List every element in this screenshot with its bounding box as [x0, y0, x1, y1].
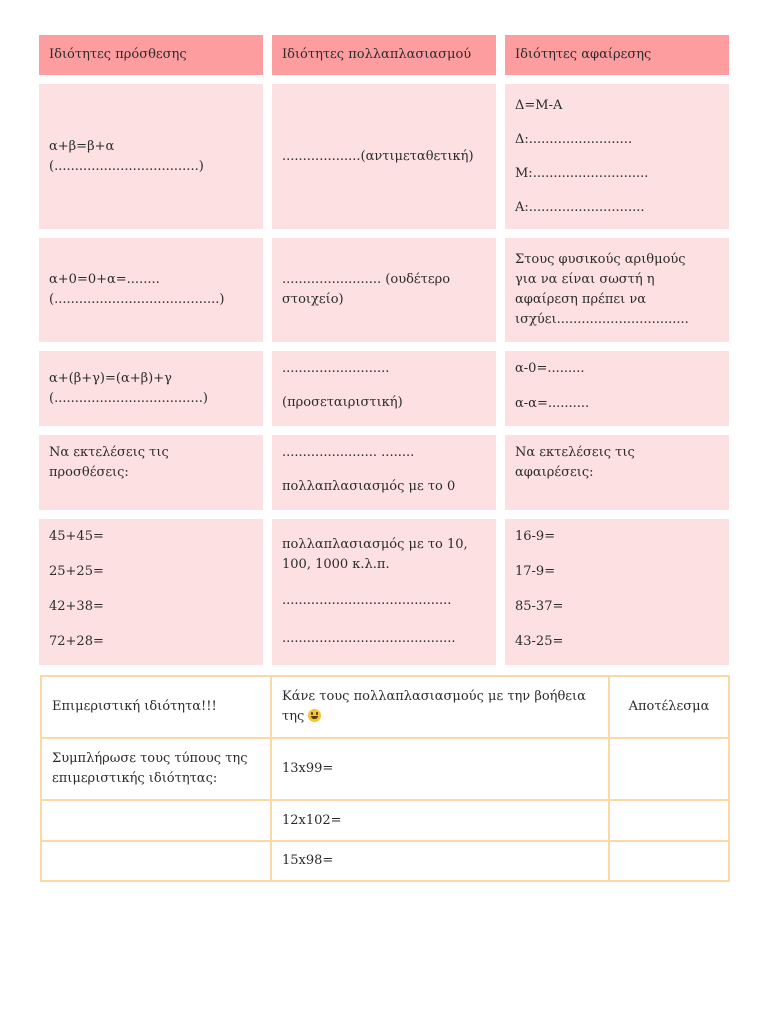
distributive-prompt-cell: Συμπλήρωσε τους τύπους της επιμεριστικής ιδιότητας: — [41, 738, 271, 800]
mul-commutative-cell — [272, 84, 496, 229]
table-header-instructions — [271, 676, 609, 738]
empty-formula-cell[interactable] — [41, 800, 271, 841]
header-addition — [39, 35, 263, 75]
table-header-row — [41, 676, 729, 738]
add-exercise-prompt-line: προσθέσεις: — [49, 465, 129, 480]
header-multiplication — [272, 35, 496, 75]
add-identity-line: (........................................) — [49, 292, 225, 307]
add-associative-cell — [39, 351, 263, 426]
sub-zero-cell — [505, 351, 729, 426]
add-exercise-prompt-line: Να εκτελέσεις τις — [49, 445, 169, 460]
add-associative-line: α+(β+γ)=(α+β)+γ — [49, 370, 172, 386]
sub-rule-line: για να είναι σωστή η — [515, 272, 655, 287]
table-header-instructions-text: Κάνε τους πολλαπλασιασμούς με την βοήθεια της — [282, 689, 586, 724]
empty-formula-cell[interactable] — [41, 841, 271, 881]
add-associative-line: (....................................) — [49, 390, 208, 406]
add-exercise-item: 45+45= — [49, 529, 104, 544]
sub-formula-line: Μ:............................ — [515, 165, 649, 181]
mul-powers-line: πολλαπλασιασμός με το 10, — [282, 537, 468, 552]
add-exercise-item: 72+28= — [49, 634, 104, 649]
mul-powers-of-ten-cell — [272, 519, 496, 665]
sub-exercise-prompt-cell — [505, 435, 729, 510]
table-header-result: Αποτέλεσμα — [609, 676, 729, 738]
sub-exercise-item: 43-25= — [515, 634, 564, 649]
mul-identity-line: ........................ (ουδέτερο — [282, 272, 451, 287]
sub-formula-line: Δ=Μ-Α — [515, 97, 563, 113]
mul-identity-line: στοιχείο) — [282, 292, 344, 307]
sub-exercise-item: 16-9= — [515, 529, 556, 544]
table-row — [41, 738, 729, 800]
sub-exercise-prompt-line: Να εκτελέσεις τις — [515, 445, 635, 460]
distributive-table — [40, 675, 730, 882]
add-exercises-cell — [39, 519, 263, 665]
table-row — [41, 841, 729, 881]
sub-exercise-item: 17-9= — [515, 564, 556, 579]
mul-associative-line: (προσεταιριστική) — [282, 395, 403, 410]
mul-powers-line: ......................................... — [282, 593, 452, 608]
sub-exercise-prompt-line: αφαιρέσεις: — [515, 465, 594, 480]
add-exercise-prompt-cell — [39, 435, 263, 510]
result-cell[interactable] — [609, 841, 729, 881]
header-addition-text: Ιδιότητες πρόσθεσης — [49, 47, 187, 62]
mul-zero-line: ....................... ........ — [282, 445, 415, 460]
header-subtraction-text: Ιδιότητες αφαίρεσης — [515, 47, 652, 62]
properties-grid — [39, 35, 730, 665]
sub-formula-line: Δ:......................... — [515, 131, 633, 147]
sub-rule-line: Στους φυσικούς αριθμούς — [515, 252, 686, 267]
result-cell[interactable] — [609, 738, 729, 800]
add-exercise-item: 25+25= — [49, 564, 104, 579]
sub-rule-line: αφαίρεση πρέπει να — [515, 292, 647, 307]
mul-powers-line: .......................................... — [282, 631, 456, 646]
mul-associative-cell — [272, 351, 496, 426]
header-multiplication-text: Ιδιότητες πολλαπλασιασμού — [282, 47, 472, 62]
mul-identity-cell — [272, 238, 496, 342]
sub-formula-cell — [505, 84, 729, 229]
sub-zero-line: α-0=......... — [515, 361, 585, 376]
mul-zero-line: πολλαπλασιασμός με το 0 — [282, 479, 456, 494]
add-commutative-cell — [39, 84, 263, 229]
mul-powers-line: 100, 1000 κ.λ.π. — [282, 557, 390, 572]
header-subtraction — [505, 35, 729, 75]
multiplication-cell: 13x99= — [271, 738, 609, 800]
table-header-distributive: Επιμεριστική ιδιότητα!!! — [41, 676, 271, 738]
add-exercise-item: 42+38= — [49, 599, 104, 614]
sub-exercises-cell — [505, 519, 729, 665]
mul-zero-cell — [272, 435, 496, 510]
add-commutative-text: α+β=β+α (...................................) — [49, 138, 204, 174]
add-identity-cell — [39, 238, 263, 342]
sub-exercise-item: 85-37= — [515, 599, 564, 614]
mul-associative-line: .......................... — [282, 361, 390, 376]
add-identity-line: α+0=0+α=........ — [49, 272, 160, 287]
table-row — [41, 800, 729, 841]
multiplication-cell: 12x102= — [271, 800, 609, 841]
grinning-face-icon — [308, 709, 321, 722]
multiplication-cell: 15x98= — [271, 841, 609, 881]
sub-formula-line: Α:............................ — [515, 199, 645, 215]
sub-rule-cell — [505, 238, 729, 342]
sub-rule-line: ισχύει................................ — [515, 312, 689, 327]
result-cell[interactable] — [609, 800, 729, 841]
mul-commutative-text: ...................(αντιμεταθετική) — [282, 148, 474, 164]
sub-zero-line: α-α=.......... — [515, 396, 590, 411]
